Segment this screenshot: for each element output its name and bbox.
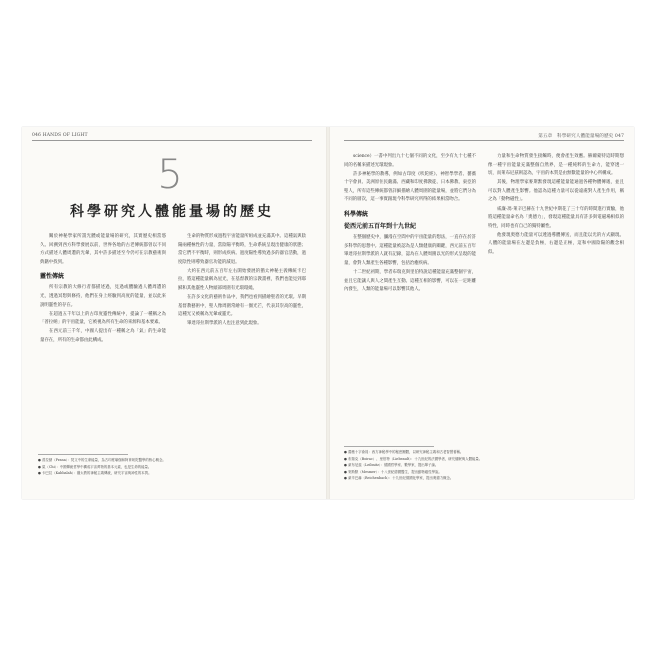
section-heading: 靈性傳統 [40,273,65,281]
notes-rule-right [344,446,434,447]
left-column-2 [178,233,306,330]
right-column-2 [488,153,624,258]
paragraph: 其後，物理學家麥斯默發現這種能量能通過各種物體傳遞，並且可以對人體產生影響。他認為這種力量可以從遠處對人產生作用，稱之為「動物磁性」。 [488,180,624,203]
paragraph: 許多神秘學的教導，例如古印度《吠陀經》、神智學學者、薔薇十字會員、美洲原住民薩滿、西藏和印度佛教徒、日本佛教、東亞的聖人，所有這些傳統都曾詳細描繪人體周圍的能量場，並將它們分為不同的層次，這一事實跟現今科學研究所得的結果相當吻合。 [344,171,476,203]
section-heading: 科學傳統 [344,211,369,219]
notes-rule-left [38,454,128,455]
footnote: ● 氣（Chi）：中國傳統哲學中構成宇宙萬物的基本元素，也是生命的能量。 [38,464,152,469]
paragraph: 在整個歷史中，瀰漫在空間中的宇宙能量的想法，一直存在於許多科學的思想中。這種能量被認為是人類健康的關鍵，西元前五百年畢達哥拉斯學派的人就有記錄，認為在人體周圍以光的形式呈現的能量，會對人類產生各種影響，包括治癒疾病。 [344,235,476,266]
right-page [330,127,634,499]
paragraph: 威廉·馮·萊辛巴赫在十九世紀中期花了三十年的時間進行實驗，他將這種能量命名為「奧德力」，發現這種能量具有許多與電磁場相似的特性，同時也有自己的獨特屬性。 [488,206,624,229]
chapter-number: 5 [157,152,183,198]
footnote: ● 萊布尼茲（Leibnitz）：德國哲學家、數學家，提出單子論。 [344,463,439,468]
footnote: ● 布瑞克（Boirac）、里伯特（Liebeault）：十九世紀的法國學者，研究催眠與人體能量。 [344,456,483,461]
footnote: ● 普拉納（Prana）：梵文中的生命能量，為古印度瑜伽和阿育吠陀醫學的核心概念。 [38,458,166,462]
running-head-left: 046 HANDS OF LIGHT [32,133,88,138]
header-rule-right [344,140,624,141]
paragraph: 畢達哥拉斯學派的人也注意到此現象。 [187,321,262,327]
paragraph: 在許多文化的藝術作品中，我們也看到描繪聖者的光環。早期基督教藝術中，聖人像周圍常繪有一圈光芒，代表其崇高的靈性，這種光又被稱為光暈或靈光。 [178,295,306,318]
paragraph: 生命的物質形成過程宇宙能量所組成並充滿其中。這種氣與陰陽兩種極性的力量，當陰陽平衡時，生命系統呈現出健康的狀態；當它們不平衡時，則形成疾病。過度陽性導致過多的器官活動，過度陰性則導致器官功能的減退。 [178,234,306,265]
paragraph: 在超過五千年以上的古印度靈性傳統中，提論了一種稱之為「普拉納」的宇宙能量，它被視為所有生命的來源和基本要素。 [40,311,166,326]
header-rule-left [32,140,312,141]
paragraph: 所有宗教的大修行者都描述過，見過或體驗過人體周遭的光，透過冥想與修持，他們在身上經驗到高度的能量，並以此來說明靈性的存在。 [40,285,166,308]
book-spread [22,127,634,499]
footnote: ● 麥斯默（Mesmer）：十八世紀德國醫生，提出動物磁性學說。 [344,469,442,474]
paragraph: science）一書中列出九十七個不同的文化，至少有九十七種不同的名稱來描述光環現象。 [344,154,476,168]
footnotes-right [344,449,626,482]
right-column-1 [344,153,476,295]
paragraph: 在西元前三千年，中國人提出有一種稱之為「氣」的生命能量存在，所有的生命都由此構成。 [40,329,166,343]
chapter-title: 科學研究人體能量場的歷史 [70,204,274,220]
paragraph: 關於神秘學家所謂光體或能量場的研究，其實歷史相當悠久。回溯到西方科學發展以前，世界各地的古老傳統都曾以不同方式描述人體周遭的光暈，其中許多描述至今仍可在宗教藝術與典籍中找到。 [40,234,166,265]
footnote: ● 萊辛巴赫（Reichenbach）：十九世紀德國化學家，提出奧德力概念。 [344,476,454,481]
section-subheading: 從西元前五百年到十九世紀 [344,223,417,231]
left-page [22,127,326,499]
footnote: ● 卡巴拉（Kabbalah）：猶太教的神秘主義傳統，研究宇宙與神性的本質。 [38,471,152,476]
running-head-right: 第五章 科學研究人體能量場的歷史 047 [538,134,624,139]
paragraph: 大約在西元前五百年左右開始發展的猶太神秘主義傳統卡巴拉，將這種能量稱為星光，在基督教的宗教畫裡，我們也能見到耶穌和其他靈性人物頭部周圍有光環環繞。 [178,268,306,292]
paragraph: 十二世紀初期，學者布瑞克與里伯特說這種能量充滿整個宇宙，並且它能讓人與人之間產生互動。這種互相的影響，可以在一定距離內發生，人類的能量場可以影響其他人。 [344,269,476,293]
footnote: ● 薔薇十字會員：西方神秘學中的秘密團體，以研究神秘主義和古老智慧著稱。 [344,450,464,454]
left-column-1 [40,233,166,346]
paragraph: 他發現奧德力能量可以透過導體傳送，而且能以光的方式顯現。人體的能量場在左邊是負極，右邊是正極，這和中國陰陽的觀念相似。 [488,232,624,256]
footnotes-left [38,457,308,477]
paragraph: 力量和生命物質發生接觸時，便會產生效應。赫爾蒙特這時期想像一種宇宙能量充滿整個自然界，是一種純粹的生命力，能穿透一切，而萊布尼茲則認為，宇宙的本質是由無數能量的中心所構成。 [488,154,624,177]
